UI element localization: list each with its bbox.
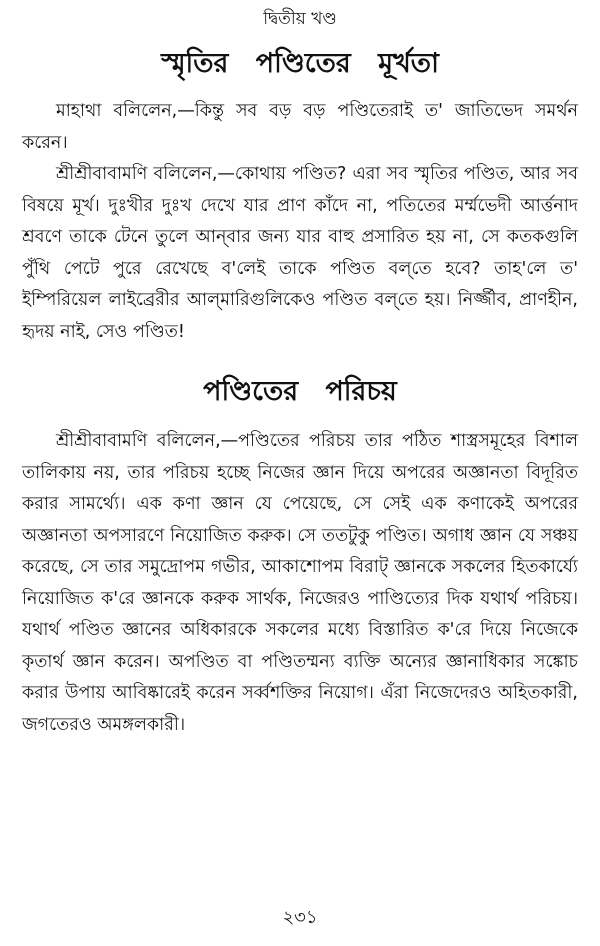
section-title-smritir-pandit: স্মৃতির পণ্ডিতের মূর্খতা [161, 48, 439, 79]
paragraph: শ্রীশ্রীবাবামণি বলিলেন,—কোথায় পণ্ডিত? এরা সব স্মৃতির পণ্ডিত, আর সব বিষয়ে মূর্খ। দুঃখীর দুঃখ দেখে যার প্রাণ কাঁদে না, পতিতের মর্ম্মভেদী আর্ত্তনাদ শ্রবণে তাকে টেনে তুলে আন্‌বার জন্য যার বাহু প্রসারিত হয় না, সে কতকগুলি পুঁথি পেটে পুরে রেখেছে ব'লেই তাকে পণ্ডিত বল্‌তে হবে? তাহ'লে ত' ইম্পিরিয়েল লাইব্রেরীর আল্‌মারিগুলিকেও পণ্ডিত বল্‌তে হয়। নির্জ্জীব, প্রাণহীন, হৃদয় নাই, সেও পণ্ডিত! [22, 164, 578, 342]
running-head: দ্বিতীয় খণ্ড [263, 9, 337, 29]
section-title-pandit-parichay: পণ্ডিতের পরিচয় [203, 376, 397, 407]
page-number: ২৩১ [282, 907, 318, 928]
paragraph: শ্রীশ্রীবাবামণি বলিলেন,—পণ্ডিতের পরিচয় তার পঠিত শাস্ত্রসমূহের বিশাল তালিকায় নয়, তার পরিচয় হচ্ছে নিজের জ্ঞান দিয়ে অপরের অজ্ঞানতা বিদূরিত করার সামর্থ্যে। এক কণা জ্ঞান যে পেয়েছে, সে সেই এক কণাকেই অপরের অজ্ঞানতা অপসারণে নিয়োজিত করুক। সে ততটুকু পণ্ডিত। অগাধ জ্ঞান যে সঞ্চয় করেছে, সে তার সমুদ্রোপম গভীর, আকাশোপম বিরাট্‌ জ্ঞানকে সকলের হিতকার্য্যে নিয়োজিত ক'রে জ্ঞানকে করুক সার্থক, নিজেরও পাণ্ডিত্যের দিক যথার্থ পরিচয়। যথার্থ পণ্ডিত জ্ঞানের অধিকারকে সকলের মধ্যে বিস্তারিত ক'রে দিয়ে নিজেকে কৃতার্থ জ্ঞান করেন। অপণ্ডিত বা পণ্ডিতম্মন্য ব্যক্তি অন্যের জ্ঞানাধিকার সঙ্কোচ করার উপায় আবিষ্কারেই করেন সর্ব্বশক্তির নিয়োগ। এঁরা নিজেদেরও অহিতকারী, জগতেরও অমঙ্গলকারী। [22, 431, 578, 735]
paragraph: মাহাথা বলিলেন,—কিন্তু সব বড় বড় পণ্ডিতেরাই ত' জাতিভেদ সমর্থন করেন। [22, 101, 578, 153]
